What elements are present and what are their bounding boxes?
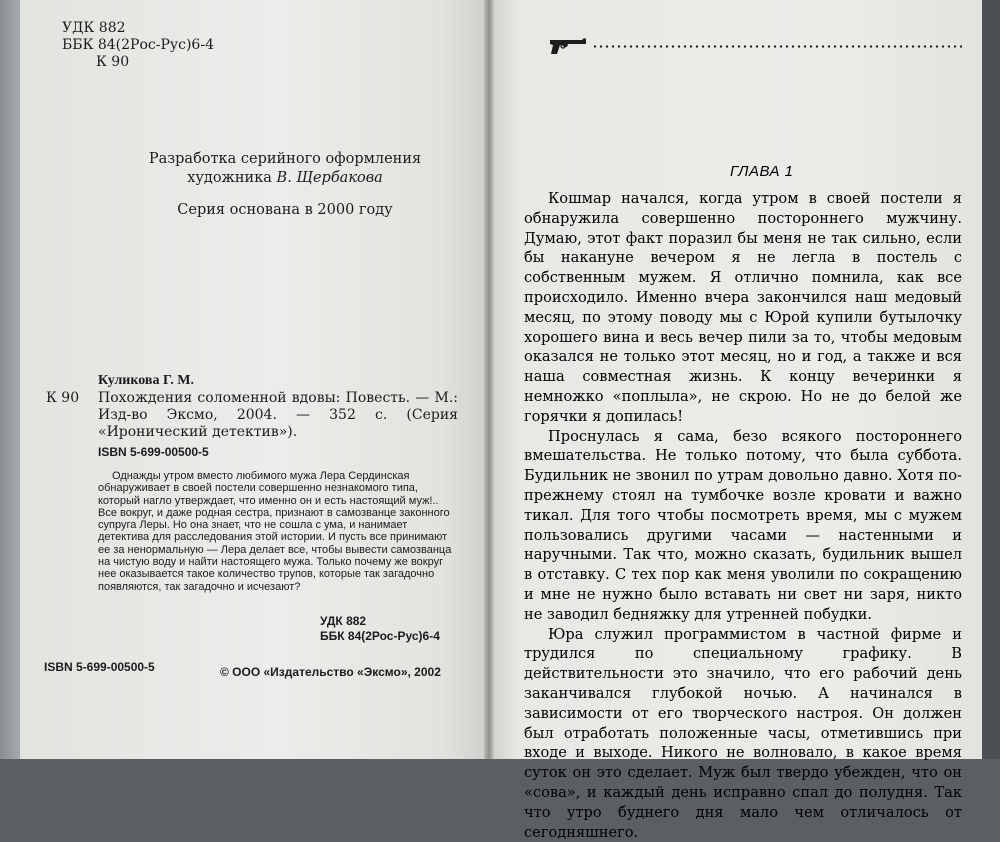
dotted-rule <box>592 45 962 48</box>
paragraph: Проснулась я сама, безо всякого постороннего вмешательства. Не только потому, что была суббота. Будильник не звонил по утрам довольно давно. Хотя по-прежнему стоял на тумбочке возле кровати и важно тикал. Для того чтобы посмотреть время, мы с мужем пользовались другими часами — настенными и наручными. Так что, можно сказать, будильник вышел в отставку. С тех пор как меня уволили по сокращению и мне не нужно было вставать ни свет ни заря, никто не заводил бедняжку для утренней побудки. <box>524 427 962 623</box>
udk-bottom-code: УДК 882 <box>320 614 367 628</box>
left-page <box>20 0 488 759</box>
credits-prefix: художника <box>187 170 277 186</box>
background-right <box>980 0 1000 759</box>
credits-line-2 <box>120 169 450 188</box>
udk-bottom-block <box>320 614 440 644</box>
k90-mark: К 90 <box>46 390 80 406</box>
udk-code: УДК 882 <box>62 20 126 36</box>
copyright: © ООО «Издательство «Эксмо», 2002 <box>220 665 441 679</box>
chapter-body <box>524 189 962 842</box>
isbn-bottom: ISBN 5-699-00500-5 <box>44 660 155 674</box>
chapter-title: ГЛАВА 1 <box>730 163 794 180</box>
credits-artist: В. Щербакова <box>276 170 383 186</box>
author-name: Куликова Г. М. <box>98 373 195 388</box>
bbk-bottom-code: ББК 84(2Рос-Рус)6-4 <box>320 629 440 643</box>
annotation-text: Однажды утром вместо любимого мужа Лера Сердинская обнаруживает в своей постели совершенно незнакомого типа, который нагло утверждает, что именно он и есть настоящий муж!.. Все вокруг, и даже родная сестра, признают в самозванце законного супруга Леры. Но она знает, что не сошла с ума, и нанимает детектива для расследования этой истории. И пусть все принимают ее за ненормальную — Лера делает все, чтобы вывести самозванца на чистую воду и найти настоящего мужа. Только почему же вокруг нее оказывается такое количество трупов, которые так загадочно появляются, так загадочно и исчезают? <box>98 470 452 593</box>
series-note: Серия основана в 2000 году <box>177 202 393 218</box>
design-credits <box>120 150 450 188</box>
bibliographic-description: Похождения соломенной вдовы: Повесть. — М.: Изд-во Эксмо, 2004. — 352 с. (Серия «Иронический детектив»). <box>98 390 458 440</box>
annotation <box>98 470 453 593</box>
udk-top-block <box>62 20 214 71</box>
book-gutter <box>484 0 494 759</box>
paragraph: Юра служил программистом в частной фирме и трудился по специальному графику. В действительности это значило, что его рабочий день заканчивался глубокой ночью. А начинался в зависимости от его творческого настроя. Он должен был отработать положенные часы, отметившись при входе и выходе. Никого не волновало, в какое время суток он это сделает. Муж был твердо убежден, что он «сова», и каждый день исправно спал до полудня. Так что утро буднего дня мало чем отличалось от сегодняшнего. <box>524 625 962 841</box>
pistol-icon <box>548 36 588 56</box>
isbn-top: ISBN 5-699-00500-5 <box>98 445 209 459</box>
credits-line-1: Разработка серийного оформления <box>148 151 422 167</box>
author-mark: К 90 <box>96 54 130 70</box>
bbk-code: ББК 84(2Рос-Рус)6-4 <box>62 37 214 53</box>
paragraph: Кошмар начался, когда утром в своей постели я обнаружила совершенно постороннего мужчину. Думаю, этот факт поразил бы меня не так сильно, если бы накануне вечером я не легла в постель с собственным мужем. Я отлично помнила, как все происходило. Именно вчера закончился наш медовый месяц, по этому поводу мы с Юрой купили бутылочку хорошего вина и весь вечер пили за то, чтобы медовым оказался не только этот месяц, но и год, а также и вся наша совместная жизнь. К концу вечеринки я немножко «поплыла», не скрою. Но не до белой же горячки я допилась! <box>524 190 962 425</box>
